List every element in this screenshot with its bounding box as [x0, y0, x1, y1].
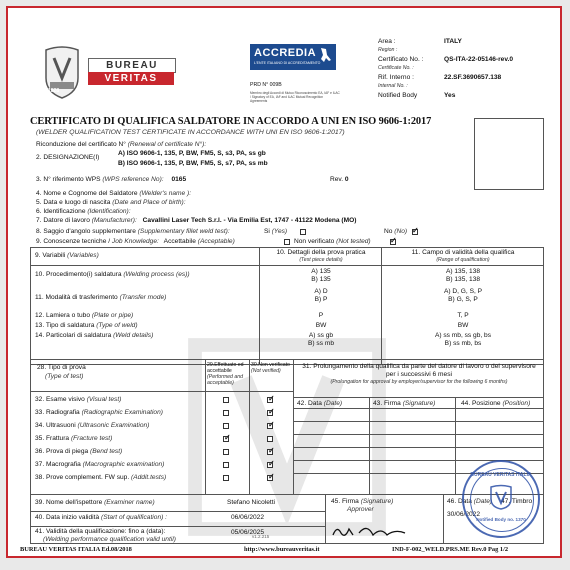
field-2-label: 2. DESIGNAZIONE(I) [36, 154, 100, 161]
certificate-sheet [6, 6, 562, 558]
table-row [35, 396, 121, 404]
sign-role: Approver [347, 506, 374, 513]
header-info [378, 38, 548, 120]
inspector-en: (Examiner name) [104, 499, 155, 506]
field-8-en: (Supplementary fillet weld test): [137, 228, 230, 235]
field-9-acc: Accettabile [163, 238, 196, 245]
field-5-en: (Date and Place of birth): [112, 199, 186, 206]
prolong-date-header [297, 400, 342, 408]
table-row [35, 461, 164, 469]
variable-label: 12. Lamiera o tubo [35, 312, 90, 319]
variables-col1-label: 9. Variabili [35, 252, 66, 259]
table-row [35, 422, 149, 430]
test-not-verified-en: (Not verified) [251, 368, 281, 374]
variable-en: (Welding process (es)) [123, 271, 190, 278]
inspector-label: 39. Nome dell'ispettore [35, 499, 103, 506]
bv-brand-bottom: VERITAS [88, 72, 174, 85]
test-en: (Bend test) [90, 448, 123, 455]
until-label: 41. Validità della qualificazione: fino a (data): [35, 528, 166, 535]
rif-value: 22.SF.3690657.138 [444, 74, 502, 81]
variable-en: (Type of weld) [96, 322, 138, 329]
test-label: 38. Prove complement. FW sup. [35, 474, 130, 481]
until-en: (Welding performance qualification valid until) [43, 536, 176, 543]
field-3-value: 0165 [171, 176, 187, 183]
test-label: 32. Esame visivo [35, 396, 85, 403]
field-9-nv-label: Non verificato [294, 238, 335, 245]
accredia-name: ACCREDIA [254, 47, 317, 59]
accredia-logo [250, 44, 340, 106]
variables-col3-header [383, 249, 543, 263]
area-label: Area : [378, 38, 396, 45]
prolong-sign-en: (Signature) [402, 400, 436, 407]
test-en: (Addit.tests) [131, 474, 167, 481]
test-not-verified-header [251, 362, 293, 374]
test-performed-checkbox[interactable] [223, 449, 229, 455]
test-not-verified-check-icon: ✓ [268, 446, 275, 455]
field-6-en: (Identification): [87, 208, 131, 215]
field-9-nv [294, 238, 371, 246]
table-row [35, 332, 153, 340]
cert-no-en: Certificate No. : [378, 65, 414, 71]
inspector-field [35, 499, 155, 507]
test-label: 35. Frattura [35, 435, 70, 442]
variables-col1-en: (Variables) [67, 252, 99, 259]
field-2-b: B) ISO 9606-1, 135, P, BW, FM5, S, s7, PA, ss mb [118, 160, 268, 167]
test-not-verified-check-icon: ✓ [268, 472, 275, 481]
table-row [35, 312, 133, 320]
inspector-value: Stefano Nicoletti [227, 499, 276, 506]
field-6 [36, 208, 131, 216]
prolongation-title-en: (Prolungation for approval by employer/supervisor for the following 6 months) [330, 379, 508, 385]
cert-no-value: QS-ITA-22-05146-rev.0 [444, 56, 514, 63]
prolong-position-header [461, 400, 530, 408]
field-9-nv-en: (Not tested) [336, 238, 371, 245]
variable-label: 10. Procedimento(i) saldatura [35, 271, 122, 278]
field-4-en: (Welder's name ): [139, 190, 192, 197]
date-label: 46. Data [447, 498, 472, 505]
date-value: 30/06/2022 [447, 511, 481, 518]
table-row [35, 435, 112, 443]
field-8-text: 8. Saggio d'angolo supplementare [36, 228, 136, 235]
field-9-text: 9. Conoscenze tecniche / [36, 238, 111, 245]
stamp-text: BUREAU VERITAS ITALIA [470, 472, 532, 478]
prolong-position-label: 44. Posizione [461, 400, 501, 407]
field-6-text: 6. Identificazione [36, 208, 86, 215]
field-3-rev-value: 0 [344, 176, 349, 183]
test-performed-checkbox[interactable] [223, 475, 229, 481]
field-8-yes-en: (Yes) [271, 228, 288, 235]
test-performed-checkbox[interactable] [223, 397, 229, 403]
field-5 [36, 199, 186, 207]
field-8-yes-label: Si [264, 228, 270, 235]
field-5-text: 5. Data e luogo di nascita [36, 199, 111, 206]
stamp-label: 47. Timbro [501, 498, 533, 505]
variables-col2-header [261, 249, 381, 263]
notified-value: Yes [444, 92, 456, 99]
start-field [35, 514, 167, 522]
variable-en: (Transfer mode) [119, 294, 167, 301]
accredia-banner [250, 44, 336, 70]
test-performed-header [207, 362, 249, 386]
prolong-date-en: (Date) [323, 400, 343, 407]
bv-stamp [462, 460, 540, 538]
test-not-verified-check-icon: ✓ [268, 394, 275, 403]
variable-test-value: A) D B) P [314, 288, 328, 303]
prolong-sign-label: 43. Firma [373, 400, 401, 407]
field-3-rev [330, 176, 349, 184]
table-row [35, 294, 166, 302]
field-1-en: (Renewal of certificate N°): [127, 141, 207, 148]
test-not-verified-checkbox[interactable] [267, 436, 273, 442]
variable-test-value: P [318, 312, 324, 319]
date-en: (Date) [473, 498, 493, 505]
variables-col1-header [35, 252, 99, 260]
prolongation-header [297, 363, 541, 385]
test-performed-checkbox[interactable] [223, 410, 229, 416]
field-7-text: 7. Datore di lavoro [36, 217, 90, 224]
variable-range-value: A) D, G, S, P B) G, S, P [443, 288, 483, 303]
field-4 [36, 190, 191, 198]
field-8-no-check-icon: ✓ [412, 226, 419, 235]
sign-field [331, 498, 393, 506]
field-8-no-en: (No) [394, 228, 408, 235]
bv-brand-top: BUREAU [88, 58, 176, 73]
variable-label: 13. Tipo di saldatura [35, 322, 95, 329]
field-3-rev-label: Rev. [330, 176, 344, 183]
signature-icon [331, 521, 411, 541]
footer-url-link[interactable]: http://www.bureauveritas.it [244, 546, 320, 553]
area-value: ITALY [444, 38, 462, 45]
field-3 [36, 176, 186, 184]
prolong-sign-header [373, 400, 435, 408]
prolong-position-en: (Position) [502, 400, 531, 407]
table-row [35, 322, 138, 330]
footer-right: IND-F-002_WELD.PRS.ME Rev.0 Pag 1/2 [392, 546, 509, 553]
test-performed-check-icon: ✓ [224, 433, 231, 442]
field-3-en: (WPS reference No): [102, 176, 164, 183]
rif-label: Rif. Interno : [378, 74, 414, 81]
test-type-en: (Type of test) [45, 373, 84, 380]
variables-col2-en: (Test piece details) [299, 257, 343, 263]
test-performed-checkbox[interactable] [223, 423, 229, 429]
bv-year: 1828 [48, 88, 60, 94]
field-8-no [384, 228, 407, 236]
variable-test-value: A) 135 B) 135 [311, 268, 331, 283]
test-label: 36. Prova di piega [35, 448, 89, 455]
stamp-shield-icon [488, 484, 514, 510]
table-row [35, 271, 190, 279]
notified-label: Notified Body [378, 92, 418, 99]
variables-table [30, 247, 544, 365]
region-label: Region : [378, 47, 398, 53]
test-performed-en: (Performed and acceptable) [207, 374, 244, 386]
sign-label: 45. Firma [331, 498, 359, 505]
test-en: (Fracture test) [70, 435, 113, 442]
test-label: 37. Macrografia [35, 461, 81, 468]
field-8-yes [264, 228, 287, 236]
certificate-title: CERTIFICATO DI QUALIFICA SALDATORE IN ACCORDO A UNI EN ISO 9606-1:2017 [30, 116, 432, 127]
test-en: (Visual test) [86, 396, 122, 403]
variable-label: 11. Modalità di trasferimento [35, 294, 118, 301]
variable-test-value: A) ss gb B) ss mb [307, 332, 334, 347]
field-7-value: Cavallini Laser Tech S.r.l. - Via Emilia Est, 1747 - 41122 Modena (MO) [142, 217, 357, 224]
internal-label: Internal No. : [378, 83, 408, 89]
test-en: (Radiographic Examination) [81, 409, 163, 416]
field-2-a: A) ISO 9606-1, 135, P, BW, FM5, S, s3, PA, ss gb [118, 150, 266, 157]
field-1 [36, 141, 206, 149]
stamp-sub: Notified Body no. 1370 [476, 517, 526, 522]
variable-label: 14. Particolari di saldatura [35, 332, 112, 339]
field-8-no-label: No [384, 228, 393, 235]
field-7 [36, 217, 356, 225]
field-9-acc-en: (Acceptable) [197, 238, 235, 245]
italy-map-icon [318, 47, 332, 67]
test-en: (Ultrasonic Examination) [77, 422, 150, 429]
field-8 [36, 228, 230, 236]
certificate-content [22, 22, 550, 542]
variable-en: (Plate or pipe) [91, 312, 134, 319]
table-row [35, 474, 166, 482]
until-value: 05/06/2025 [231, 529, 265, 536]
variable-range-value: A) ss mb, ss gb, bs B) ss mb, bs [434, 332, 492, 347]
field-1-text: Riconduzione del certificato N° [36, 141, 126, 148]
variable-range-value: T, P [457, 312, 469, 319]
field-9 [36, 238, 235, 246]
accredia-prd: PRD N° 009B [250, 82, 282, 88]
field-4-text: 4. Nome e Cognome del Saldatore [36, 190, 138, 197]
accredia-sub: L'ENTE ITALIANO DI ACCREDITAMENTO [254, 61, 321, 65]
test-label: 34. Ultrasuoni [35, 422, 76, 429]
variable-test-value: BW [315, 322, 327, 329]
test-en: (Macrographic examination) [82, 461, 165, 468]
variable-range-value: BW [457, 322, 469, 329]
field-8-yes-checkbox[interactable] [300, 229, 306, 235]
variables-col3-label: 11. Campo di validità della qualifica [411, 249, 515, 256]
start-label: 40. Data inizio validità [35, 514, 100, 521]
variables-col3-en: (Range of qualification) [436, 257, 490, 263]
test-type-label: 28. Tipo di prova [37, 364, 86, 371]
bv-logo [42, 44, 177, 104]
field-9-en: Job Knowledge: [111, 238, 159, 245]
test-performed-checkbox[interactable] [223, 462, 229, 468]
test-label: 33. Radiografia [35, 409, 80, 416]
field-9-acc-checkbox[interactable] [284, 239, 290, 245]
variables-col2-label: 10. Dettagli della prova pratica [276, 249, 366, 256]
field-9-nv-check-icon: ✓ [390, 236, 397, 245]
test-performed-label: 29.Effettuato ed accettabile [207, 362, 244, 374]
prolong-date-label: 42. Data [297, 400, 322, 407]
accredia-note: Membro degli Accordi di Mutuo Riconoscimento EA, IAF e ILAC / Signatory of EA, IAF and ILAC Mutual Recognition Agreements [250, 91, 340, 103]
variable-range-value: A) 135, 138 B) 135, 138 [445, 268, 481, 283]
start-en: (Start of qualification) : [101, 514, 167, 521]
footer-left: BUREAU VERITAS ITALIA Ed.08/2018 [20, 546, 132, 553]
test-not-verified-check-icon: ✓ [268, 407, 275, 416]
start-value: 06/06/2022 [231, 514, 265, 521]
prolongation-title: 31. Prolungamento della qualifica da parte del datore di lavoro o del supervisore per i successivi 6 mesi [302, 363, 536, 378]
test-not-verified-label: 30.Non verificato [251, 362, 290, 368]
test-not-verified-check-icon: ✓ [268, 420, 275, 429]
cert-no-label: Certificato No. : [378, 56, 424, 63]
photo-box [474, 118, 544, 190]
field-3-text: 3. N° riferimento WPS [36, 176, 101, 183]
sign-en: (Signature) [360, 498, 394, 505]
test-not-verified-check-icon: ✓ [268, 459, 275, 468]
variable-en: (Weld details) [113, 332, 154, 339]
certificate-subtitle: (WELDER QUALIFICATION TEST CERTIFICATE IN ACCORDANCE WITH UNI EN ISO 9606-1:2017) [36, 129, 345, 136]
table-row [35, 409, 163, 417]
version-label: v1.2.215 [252, 534, 270, 539]
table-row [35, 448, 122, 456]
field-7-en: (Manufacturer): [91, 217, 137, 224]
